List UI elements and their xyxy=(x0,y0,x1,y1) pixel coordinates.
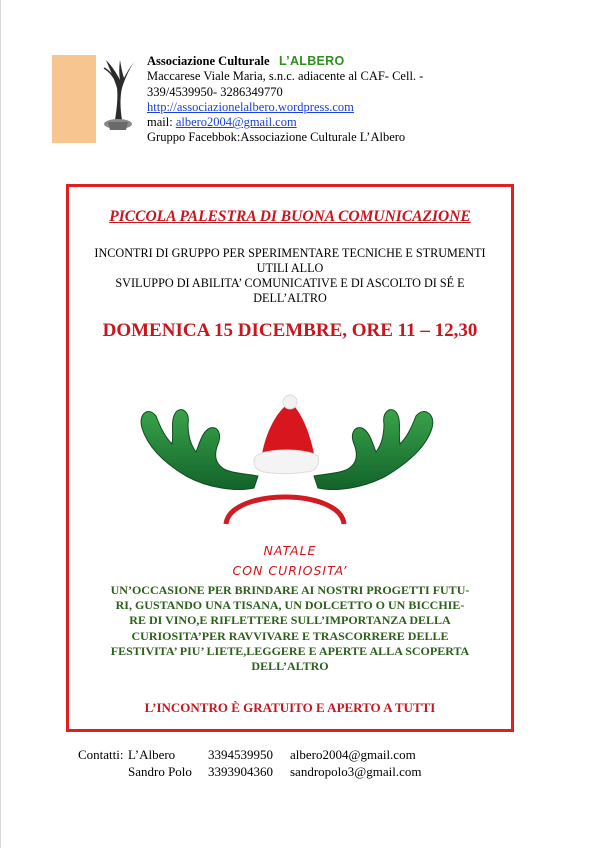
description-line: FESTIVITA’ PIU’ LIETE,LEGGERE E APERTE ALLA SCOPERTA xyxy=(110,643,470,658)
event-date: DOMENICA 15 DICEMBRE, ORE 11 – 12,30 xyxy=(102,320,478,341)
subtitle-line: DELL’ALTRO xyxy=(253,291,327,305)
facebook-line: Gruppo Facebbok:Associazione Culturale L’Albero xyxy=(147,130,406,145)
contacts-block xyxy=(78,746,421,780)
header-color-bar xyxy=(52,55,96,143)
flyer-title: PICCOLA PALESTRA DI BUONA COMUNICAZIONE xyxy=(109,208,471,225)
subtitle-line: SVILUPPO DI ABILITA’ COMUNICATIVE E DI ASCOLTO DI SÉ E xyxy=(115,276,465,290)
curiosita-heading: CON CURIOSITA’ xyxy=(232,563,348,578)
natale-heading: NATALE xyxy=(263,543,317,558)
description-line: DELL’ALTRO xyxy=(251,659,329,674)
subtitle-line: UTILI ALLO xyxy=(256,261,324,275)
contact-row xyxy=(78,746,421,763)
free-entry-notice: L’INCONTRO È GRATUITO E APERTO A TUTTI xyxy=(144,700,436,715)
association-label: Associazione Culturale xyxy=(147,54,270,68)
subtitle-line: INCONTRI DI GRUPPO PER SPERIMENTARE TECNICHE E STRUMENTI xyxy=(94,246,486,260)
phones-line: 339/4539950- 3286349770 xyxy=(147,84,283,99)
mail-label: mail: xyxy=(147,115,173,130)
address-line: Maccarese Viale Maria, s.n.c. adiacente al CAF- Cell. - xyxy=(147,69,424,84)
flyer-subtitle xyxy=(80,246,500,306)
mail-line xyxy=(147,115,447,130)
reindeer-antlers-icon xyxy=(126,392,446,530)
description-line: UN’OCCASIONE PER BRINDARE AI NOSTRI PROGETTI FUTU- xyxy=(110,583,470,597)
contact-email: albero2004@gmail.com xyxy=(290,747,416,762)
tree-sculpture-logo-icon xyxy=(98,56,140,134)
website-link[interactable]: http://associazionelalbero.wordpress.com xyxy=(147,99,354,114)
description-line: RI, GUSTANDO UNA TISANA, UN DOLCETTO O UN BICCHIE- xyxy=(115,598,465,613)
contacts-label: Contatti: xyxy=(78,747,124,762)
association-name: L’ALBERO xyxy=(278,54,345,68)
description-line: RE DI VINO,E RIFLETTERE SULL’IMPORTANZA DELLA xyxy=(129,613,451,628)
contact-name: L’Albero xyxy=(128,747,176,762)
association-line xyxy=(147,54,447,69)
contact-name: Sandro Polo xyxy=(128,764,192,779)
event-description xyxy=(96,583,484,674)
contact-phone: 3393904360 xyxy=(208,764,273,779)
page-edge xyxy=(0,0,1,848)
description-line: CURIOSITA’PER RAVVIVARE E TRASCORRERE DELLE xyxy=(131,628,449,643)
contact-row xyxy=(78,763,421,780)
mail-link[interactable]: albero2004@gmail.com xyxy=(175,115,297,130)
contact-phone: 3394539950 xyxy=(208,747,273,762)
contact-email: sandropolo3@gmail.com xyxy=(290,764,422,779)
header-info xyxy=(147,54,447,146)
